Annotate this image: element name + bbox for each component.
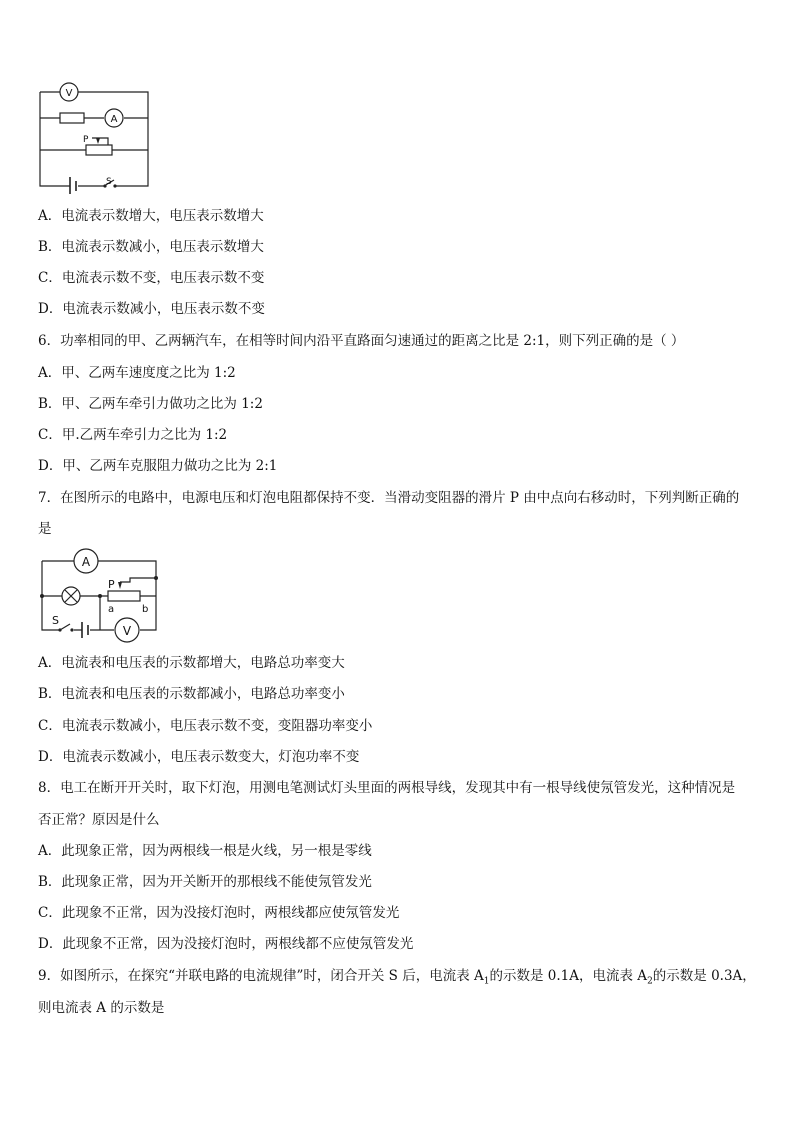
switch-label: S bbox=[106, 177, 112, 187]
q8-option-d: D．此现象不正常，因为没接灯泡时，两根线都不应使氖管发光 bbox=[38, 936, 414, 952]
circuit-diagram-2-svg bbox=[36, 544, 166, 644]
q9-stem-post: 的示数是 0.3A， bbox=[652, 968, 756, 984]
q7-option-a: A．电流表和电压表的示数都增大，电路总功率变大 bbox=[38, 655, 345, 671]
q7-stem-line1: 7．在图所示的电路中，电源电压和灯泡电阻都保持不变．当滑动变阻器的滑片 P 由中点向右移动时，下列判断正确的 bbox=[38, 490, 740, 506]
q5-option-b: B．电流表示数减小，电压表示数增大 bbox=[38, 239, 264, 255]
q7-option-d: D．电流表示数减小，电压表示数变大，灯泡功率不变 bbox=[38, 749, 360, 765]
q9-sub-2: 2 bbox=[647, 976, 653, 987]
slider-label: P bbox=[83, 135, 89, 145]
q8-stem-line1: 8．电工在断开开关时，取下灯泡，用测电笔测试灯头里面的两根导线，发现其中有一根导线使氖管发光，这种情况是 bbox=[38, 780, 736, 796]
q8-option-a: A．此现象正常，因为两根线一根是火线，另一根是零线 bbox=[38, 843, 372, 859]
q7-option-b: B．电流表和电压表的示数都减小，电路总功率变小 bbox=[38, 686, 345, 702]
q6-option-c: C．甲.乙两车牵引力之比为 1:2 bbox=[38, 427, 228, 443]
q5-option-c: C．电流表示数不变，电压表示数不变 bbox=[38, 270, 265, 286]
q6-option-d: D．甲、乙两车克服阻力做功之比为 2:1 bbox=[38, 458, 278, 474]
q7-option-c: C．电流表示数减小，电压表示数不变，变阻器功率变小 bbox=[38, 718, 373, 734]
q7-stem-line2: 是 bbox=[38, 521, 52, 537]
ammeter-label-2: A bbox=[81, 555, 91, 569]
slider-label-2: P bbox=[108, 578, 115, 591]
switch-label-2: S bbox=[52, 614, 59, 627]
q5-option-a: A．电流表示数增大，电压表示数增大 bbox=[38, 208, 264, 224]
circuit-diagram-1 bbox=[34, 80, 156, 194]
q6-stem: 6．功率相同的甲、乙两辆汽车，在相等时间内沿平直路面匀速通过的距离之比是 2:1，则下列正确的是（ ） bbox=[38, 333, 685, 349]
q9-stem-line1 bbox=[38, 967, 756, 991]
q8-stem-line2: 否正常？原因是什么 bbox=[38, 812, 160, 828]
end-a-label: a bbox=[108, 604, 115, 615]
circuit-diagram-2 bbox=[36, 544, 166, 644]
q9-stem-pre: 9．如图所示，在探究“并联电路的电流规律”时，闭合开关 S 后，电流表 A bbox=[38, 968, 484, 984]
q5-option-d: D．电流表示数减小，电压表示数不变 bbox=[38, 301, 265, 317]
q8-option-b: B．此现象正常，因为开关断开的那根线不能使氖管发光 bbox=[38, 874, 372, 890]
q6-option-b: B．甲、乙两车牵引力做功之比为 1:2 bbox=[38, 396, 263, 412]
end-b-label: b bbox=[142, 604, 149, 615]
q9-stem-line2: 则电流表 A 的示数是 bbox=[38, 1000, 165, 1016]
voltmeter-label-2: V bbox=[122, 624, 132, 638]
q9-sub-1: 1 bbox=[483, 976, 490, 987]
q8-option-c: C．此现象不正常，因为没接灯泡时，两根线都应使氖管发光 bbox=[38, 905, 400, 921]
q6-option-a: A．甲、乙两车速度度之比为 1:2 bbox=[38, 365, 236, 381]
q9-stem-mid: 的示数是 0.1A，电流表 A bbox=[489, 968, 648, 984]
voltmeter-label: V bbox=[65, 88, 73, 99]
circuit-diagram-1-svg bbox=[34, 80, 156, 194]
ammeter-label: A bbox=[110, 114, 118, 125]
